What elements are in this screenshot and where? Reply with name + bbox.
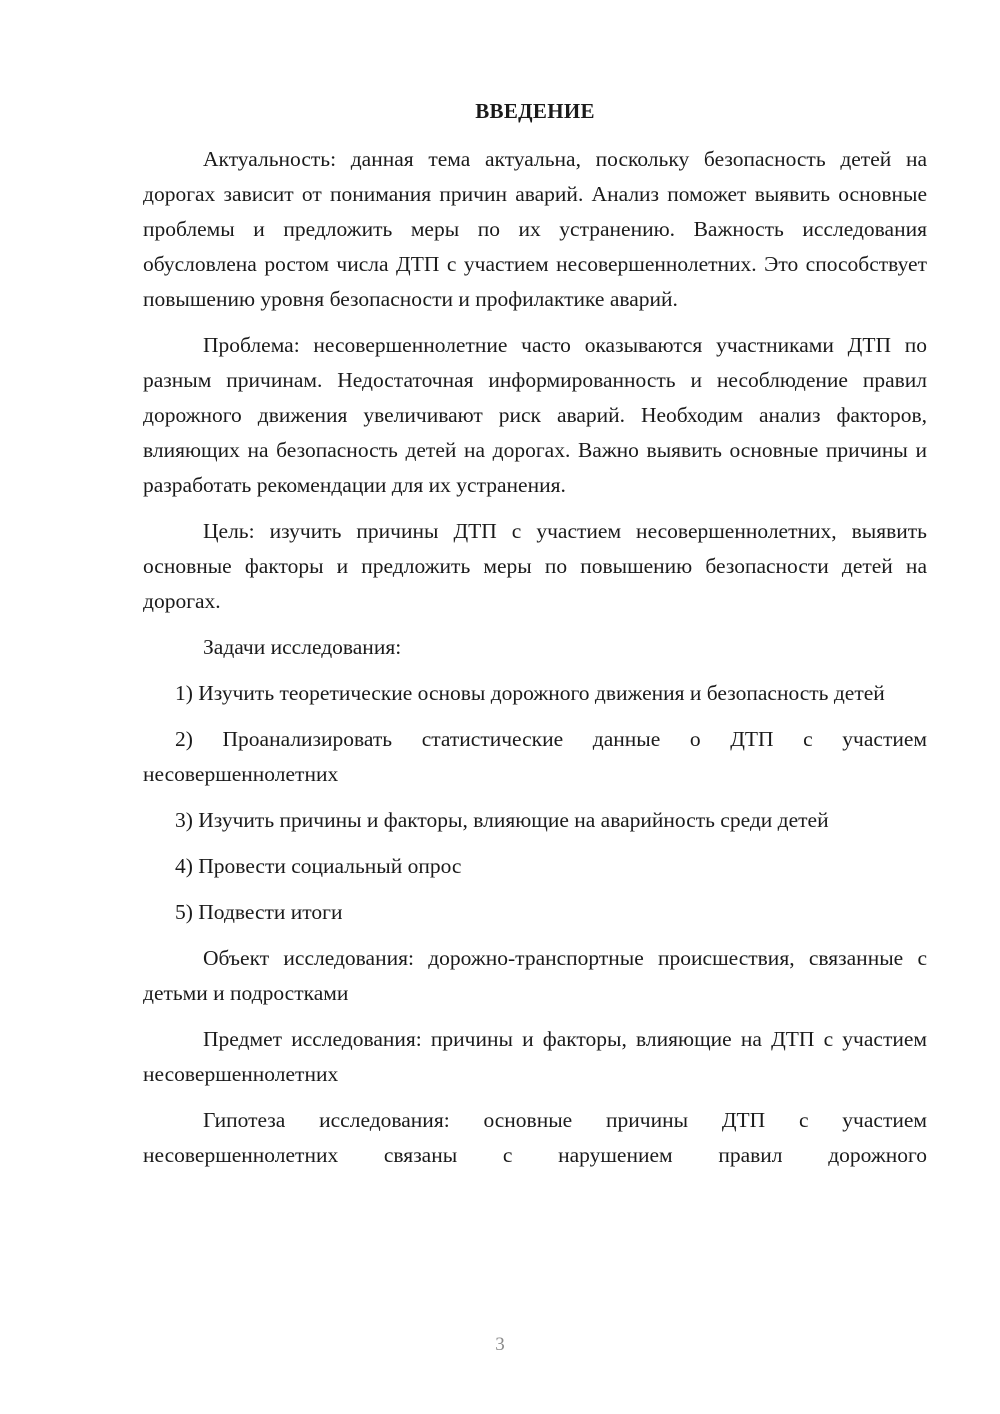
subject-paragraph: Предмет исследования: причины и факторы, влияющие на ДТП с участием несовершеннолетних xyxy=(143,1027,927,1086)
hypothesis-paragraph: Гипотеза исследования: основные причины ДТП с участием несовершеннолетних связаны с нарушением правил дорожного xyxy=(143,1108,927,1167)
task-item-4: 4) Провести социальный опрос xyxy=(175,854,462,878)
goal-paragraph: Цель: изучить причины ДТП с участием несовершеннолетних, выявить основные факторы и предложить меры по повышению безопасности детей на дорогах. xyxy=(143,519,927,613)
task-item-1: 1) Изучить теоретические основы дорожного движения и безопасность детей xyxy=(175,681,885,705)
relevance-paragraph: Актуальность: данная тема актуальна, поскольку безопасность детей на дорогах зависит от понимания причин аварий. Анализ поможет выявить основные проблемы и предложить меры по их устранению. Важность исследования обусловлена ростом числа ДТП с участием несовершеннолетних. Это способствует повышению уровня безопасности и профилактике аварий. xyxy=(143,147,927,311)
section-title: ВВЕДЕНИЕ xyxy=(475,99,595,123)
task-item-2: 2) Проанализировать статистические данные о ДТП с участием несовершеннолетних xyxy=(143,727,927,786)
tasks-heading: Задачи исследования: xyxy=(203,635,402,659)
problem-paragraph: Проблема: несовершеннолетние часто оказываются участниками ДТП по разным причинам. Недостаточная информированность и несоблюдение правил дорожного движения увеличивают риск аварий. Необходим анализ факторов, влияющих на безопасность детей на дорогах. Важно выявить основные причины и разработать рекомендации для их устранения. xyxy=(143,333,927,497)
page-number: 3 xyxy=(495,1334,505,1355)
object-paragraph: Объект исследования: дорожно-транспортные происшествия, связанные с детьми и подростками xyxy=(143,946,927,1005)
task-item-3: 3) Изучить причины и факторы, влияющие на аварийность среди детей xyxy=(175,808,829,832)
page-content xyxy=(143,94,927,1173)
task-item-5: 5) Подвести итоги xyxy=(175,900,343,924)
